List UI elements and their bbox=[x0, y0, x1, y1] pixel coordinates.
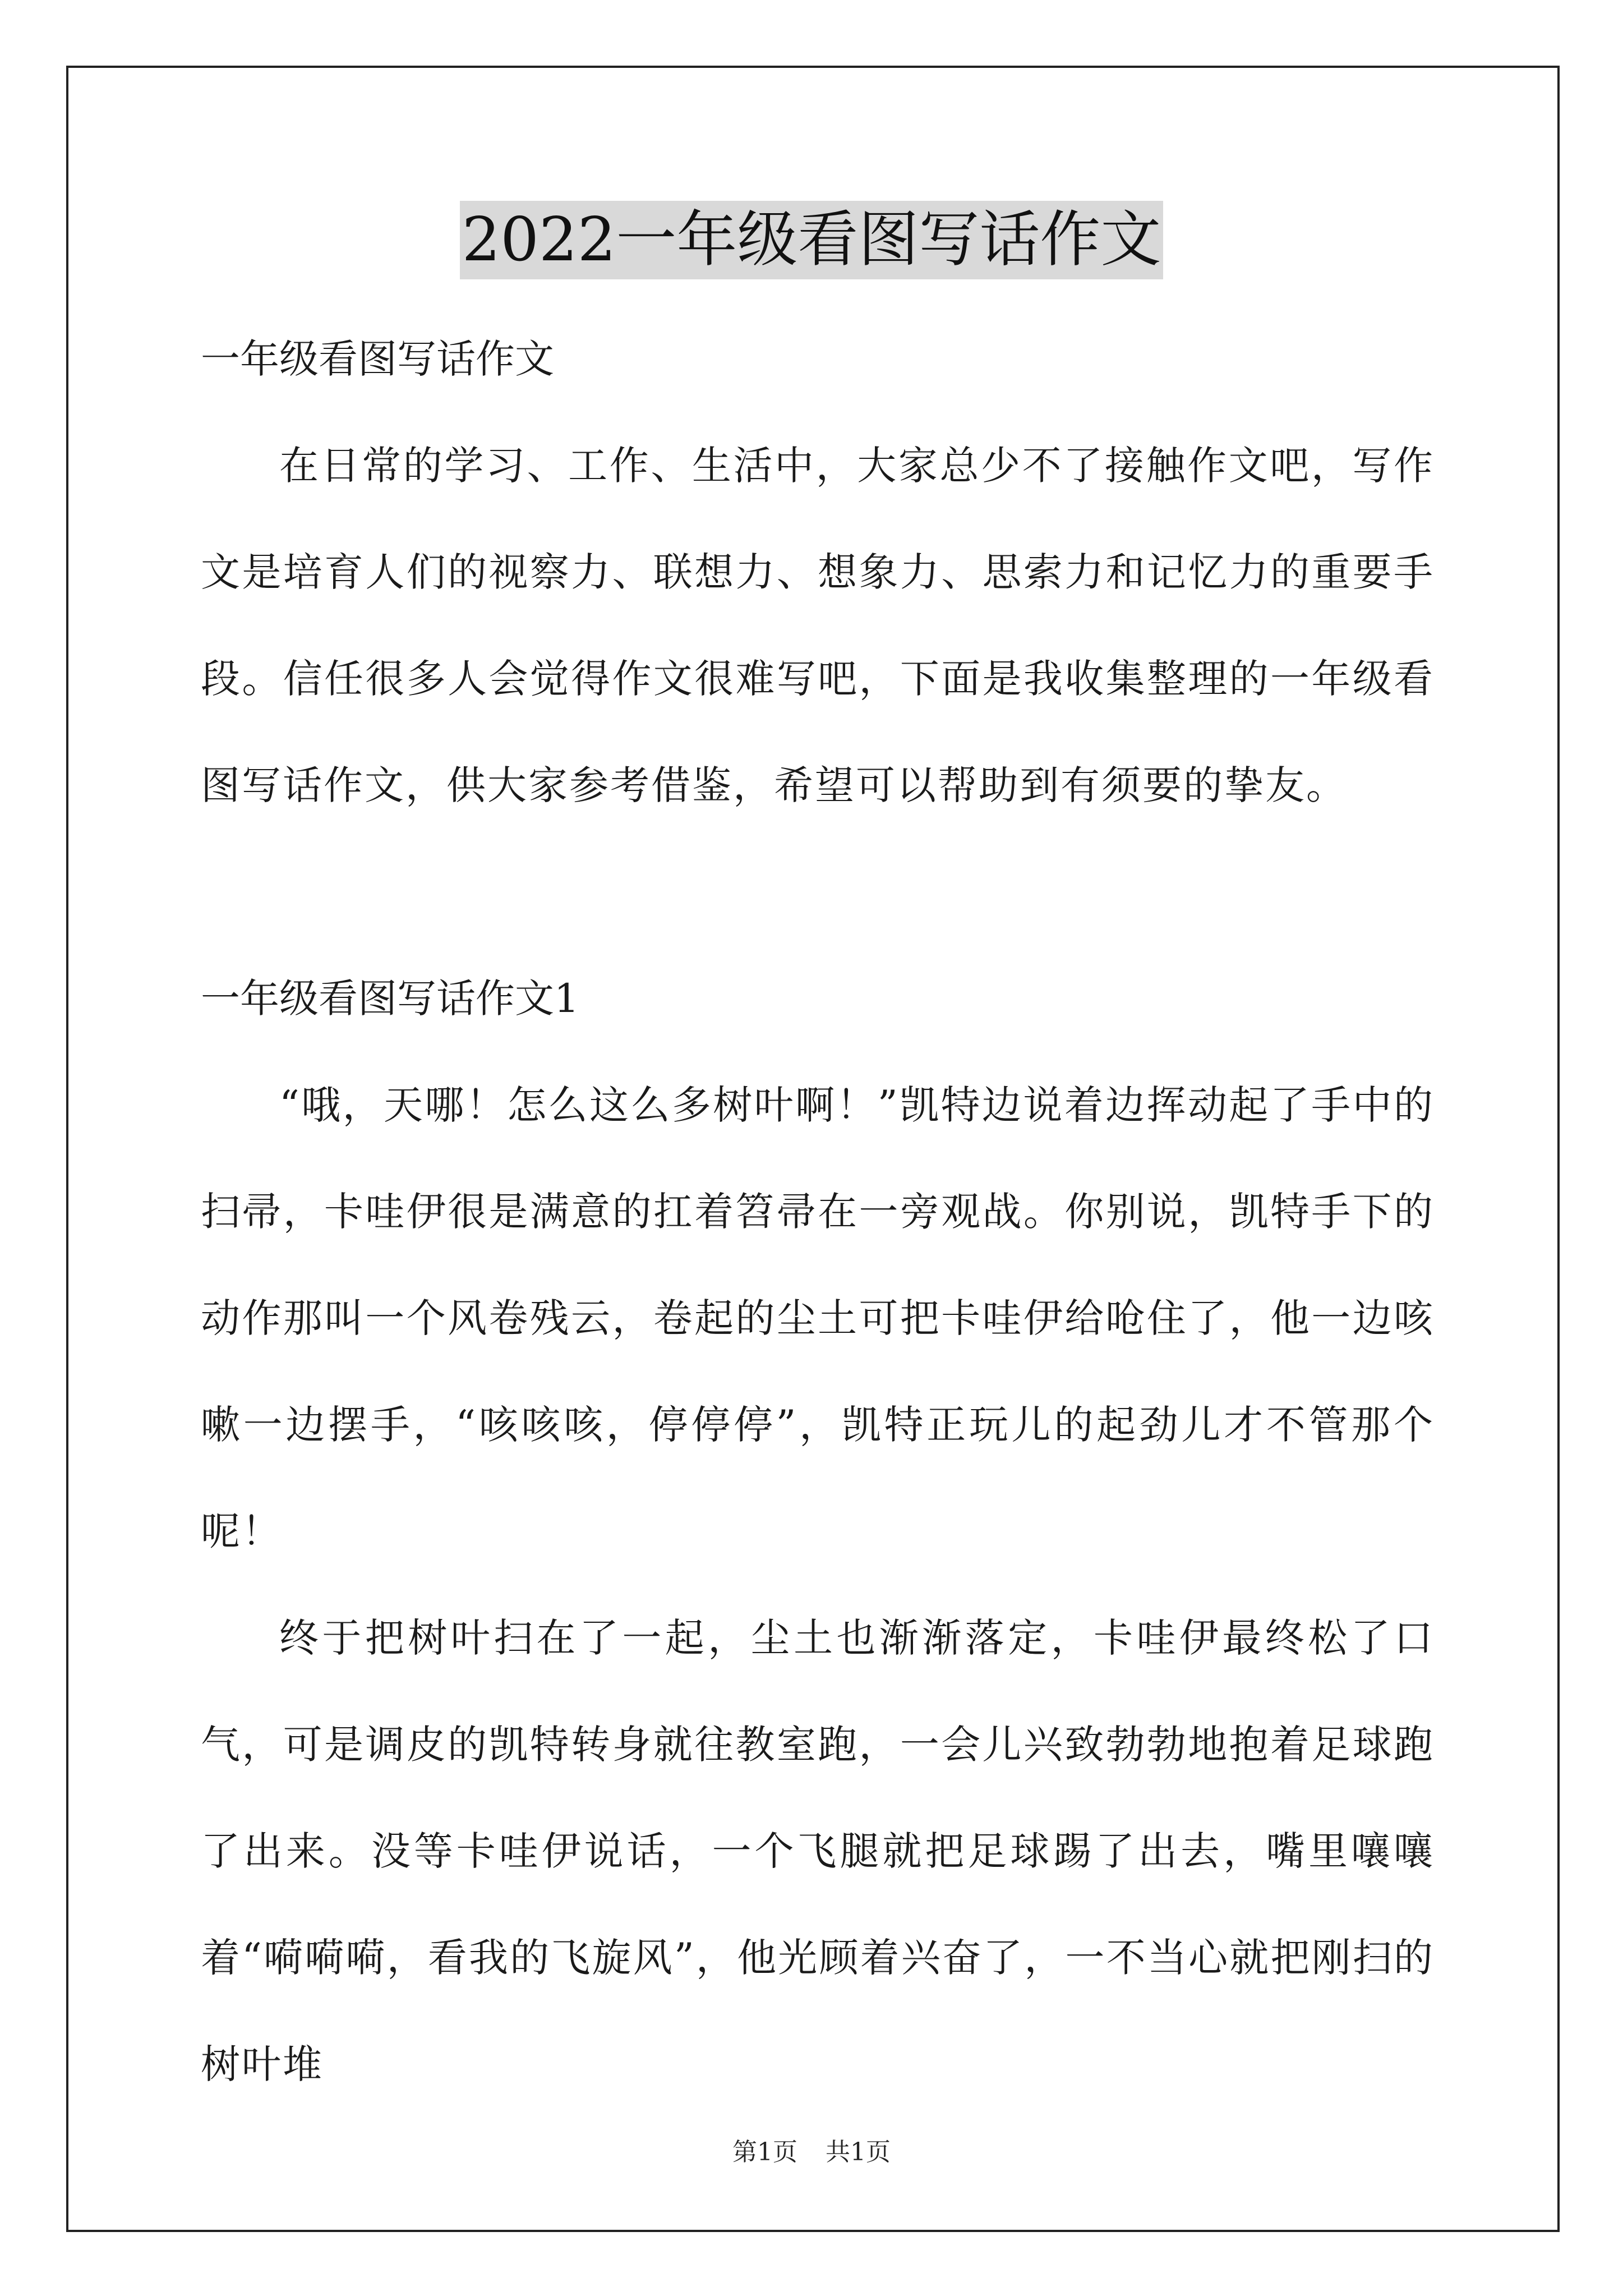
page-footer bbox=[0, 2132, 1623, 2168]
page-number: 第1页 bbox=[732, 2138, 797, 2166]
paragraph: 在日常的学习、工作、生活中，大家总少不了接触作文吧，写作文是培育人们的视察力、联想力、想象力、思索力和记忆力的重要手段。信任很多人会觉得作文很难写吧，下面是我收集整理的一年级看图写话作文，供大家参考借鉴，希望可以帮助到有须要的挚友。 bbox=[201, 443, 1435, 808]
title-container bbox=[0, 201, 1623, 279]
document-body bbox=[201, 306, 1435, 2118]
spacer bbox=[201, 839, 1435, 945]
page-total: 共1页 bbox=[826, 2138, 891, 2166]
section-heading: 一年级看图写话作文 bbox=[201, 336, 554, 382]
section-heading: 一年级看图写话作文1 bbox=[201, 976, 579, 1022]
document-title: 2022一年级看图写话作文 bbox=[460, 201, 1164, 279]
paragraph: “哦，天哪！怎么这么多树叶啊！”凯特边说着边挥动起了手中的扫帚，卡哇伊很是满意的扛着笤帚在一旁观战。你别说，凯特手下的动作那叫一个风卷残云，卷起的尘土可把卡哇伊给呛住了，他一边咳嗽一边摆手，“咳咳咳，停停停”，凯特正玩儿的起劲儿才不管那个呢！ bbox=[201, 1082, 1435, 1554]
paragraph: 终于把树叶扫在了一起，尘土也渐渐落定，卡哇伊最终松了口气，可是调皮的凯特转身就往教室跑，一会儿兴致勃勃地抱着足球跑了出来。没等卡哇伊说话，一个飞腿就把足球踢了出去，嘴里嚷嚷着“嗬嗬嗬，看我的飞旋风”，他光顾着兴奋了，一不当心就把刚扫的树叶堆 bbox=[201, 1615, 1435, 2087]
